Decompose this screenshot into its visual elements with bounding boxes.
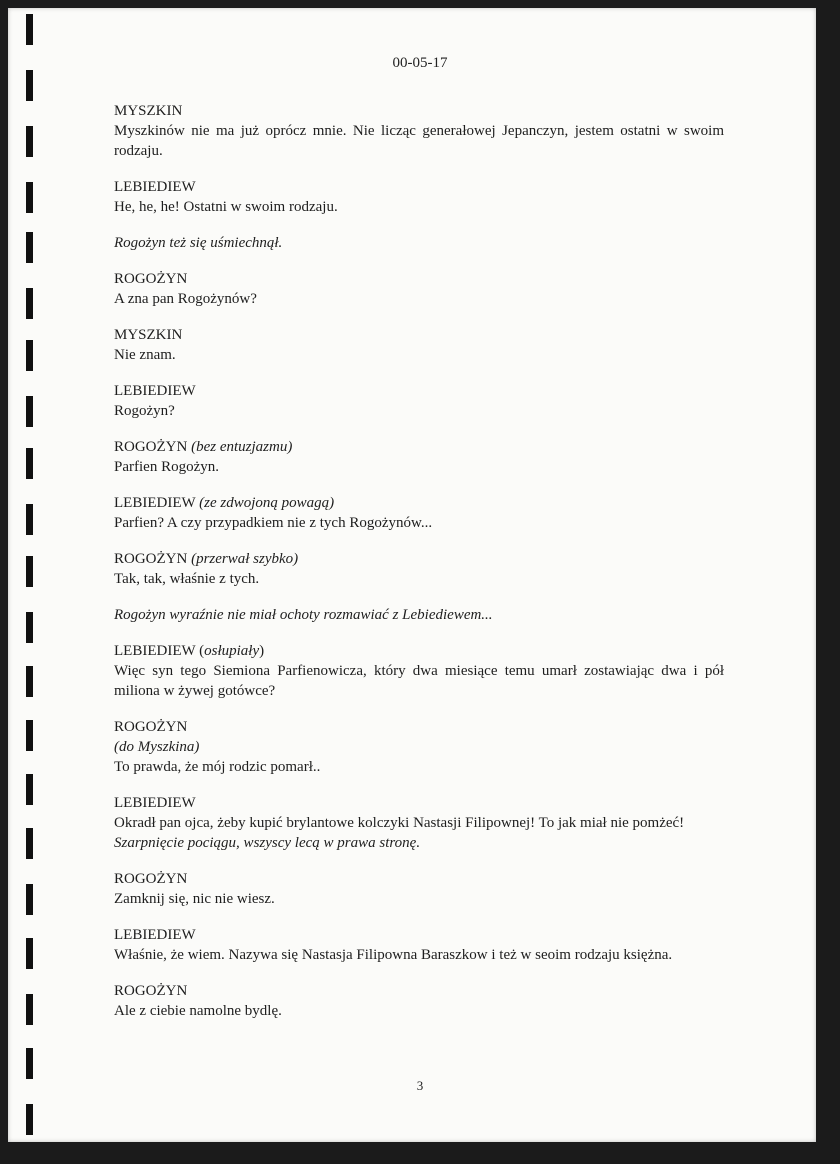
binding-hole [26, 938, 33, 969]
binding-hole [26, 1048, 33, 1079]
dialogue-line: Rogożyn? [114, 403, 175, 419]
stage-direction: Rogożyn wyraźnie nie miał ochoty rozmawiać z Lebiediewem... [114, 607, 493, 623]
dialogue-line: Parfien? A czy przypadkiem nie z tych Rogożynów... [114, 515, 433, 531]
binding-hole [26, 182, 33, 213]
dialogue-block [114, 493, 724, 533]
speaker-name: LEBIEDIEW [114, 927, 196, 943]
binding-hole [26, 126, 33, 157]
speaker-note: osłupiały [204, 643, 260, 659]
dialogue-block [114, 381, 724, 421]
speaker-name: ROGOŻYN [114, 719, 188, 735]
binding-hole [26, 448, 33, 479]
speaker-name: LEBIEDIEW [114, 795, 196, 811]
stage-direction: Rogożyn też się uśmiechnął. [114, 235, 283, 251]
speaker-name: LEBIEDIEW [114, 383, 196, 399]
speaker-name: ROGOŻYN [114, 983, 188, 999]
dialogue-block [114, 717, 724, 777]
binding-hole [26, 720, 33, 751]
speaker-name: LEBIEDIEW [114, 643, 196, 659]
note-paren-open: ( [199, 643, 205, 659]
speaker-name: MYSZKIN [114, 327, 183, 343]
binding-hole [26, 340, 33, 371]
binding-hole [26, 556, 33, 587]
script-body [114, 101, 724, 1037]
dialogue-line: He, he, he! Ostatni w swoim rodzaju. [114, 199, 338, 215]
binding-hole [26, 994, 33, 1025]
binding-hole [26, 504, 33, 535]
speaker-name: MYSZKIN [114, 103, 183, 119]
binding-hole [26, 14, 33, 45]
speaker-name: ROGOŻYN [114, 551, 188, 567]
binding-hole [26, 828, 33, 859]
dialogue-line: Tak, tak, właśnie z tych. [114, 571, 260, 587]
dialogue-line: Zamknij się, nic nie wiesz. [114, 891, 275, 907]
stage-direction: Szarpnięcie pociągu, wszyscy lecą w prawa stronę. [114, 835, 421, 851]
dialogue-block [114, 437, 724, 477]
speaker-name: LEBIEDIEW [114, 179, 196, 195]
dialogue-line: A zna pan Rogożynów? [114, 291, 257, 307]
dialogue-line: To prawda, że mój rodzic pomarł.. [114, 759, 321, 775]
dialogue-line: Parfien Rogożyn. [114, 459, 219, 475]
speaker-note: (ze zdwojoną powagą) [199, 495, 335, 511]
dialogue-block [114, 325, 724, 365]
dialogue-block [114, 101, 724, 161]
speaker-heading [114, 641, 724, 661]
note-paren-close: ) [259, 643, 265, 659]
binding-hole [26, 396, 33, 427]
dialogue-line: Właśnie, że wiem. Nazywa się Nastasja Filipowna Baraszkow i też w seoim rodzaju księżna. [114, 947, 673, 963]
dialogue-block [114, 981, 724, 1021]
dialogue-block [114, 549, 724, 589]
dialogue-line: Ale z ciebie namolne bydlę. [114, 1003, 282, 1019]
binding-hole [26, 1104, 33, 1135]
dialogue-line: Okradł pan ojca, żeby kupić brylantowe kolczyki Nastasji Filipownej! To jak miał nie pomżeć! [114, 815, 685, 831]
speaker-name: ROGOŻYN [114, 271, 188, 287]
dialogue-line: Nie znam. [114, 347, 176, 363]
speaker-name: ROGOŻYN [114, 439, 188, 455]
binding-hole [26, 612, 33, 643]
page-number: 3 [416, 1078, 424, 1093]
binding-holes [0, 0, 40, 1164]
binding-hole [26, 884, 33, 915]
speaker-heading [114, 549, 724, 569]
binding-hole [26, 288, 33, 319]
speaker-heading [114, 493, 724, 513]
dialogue-block [114, 793, 724, 853]
dialogue-block [114, 641, 724, 701]
dialogue-line: Myszkinów nie ma już oprócz mnie. Nie licząc generałowej Jepanczyn, jestem ostatni w swoim rodzaju. [114, 123, 724, 159]
page-header-date: 00-05-17 [392, 55, 448, 71]
binding-hole [26, 666, 33, 697]
dialogue-block [114, 177, 724, 217]
binding-hole [26, 70, 33, 101]
binding-hole [26, 774, 33, 805]
binding-hole [26, 232, 33, 263]
speaker-name: ROGOŻYN [114, 871, 188, 887]
dialogue-block [114, 869, 724, 909]
stage-direction: (do Myszkina) [114, 739, 200, 755]
speaker-name: LEBIEDIEW [114, 495, 196, 511]
dialogue-block [114, 925, 724, 965]
speaker-note: (przerwał szybko) [191, 551, 299, 567]
stage-direction-block [114, 605, 724, 625]
speaker-note: (bez entuzjazmu) [191, 439, 293, 455]
speaker-heading [114, 437, 724, 457]
dialogue-block [114, 269, 724, 309]
stage-direction-block [114, 233, 724, 253]
dialogue-line: Więc syn tego Siemiona Parfienowicza, który dwa miesiące temu umarł zostawiając dwa i pół miliona w żywej gotówce? [114, 663, 724, 699]
